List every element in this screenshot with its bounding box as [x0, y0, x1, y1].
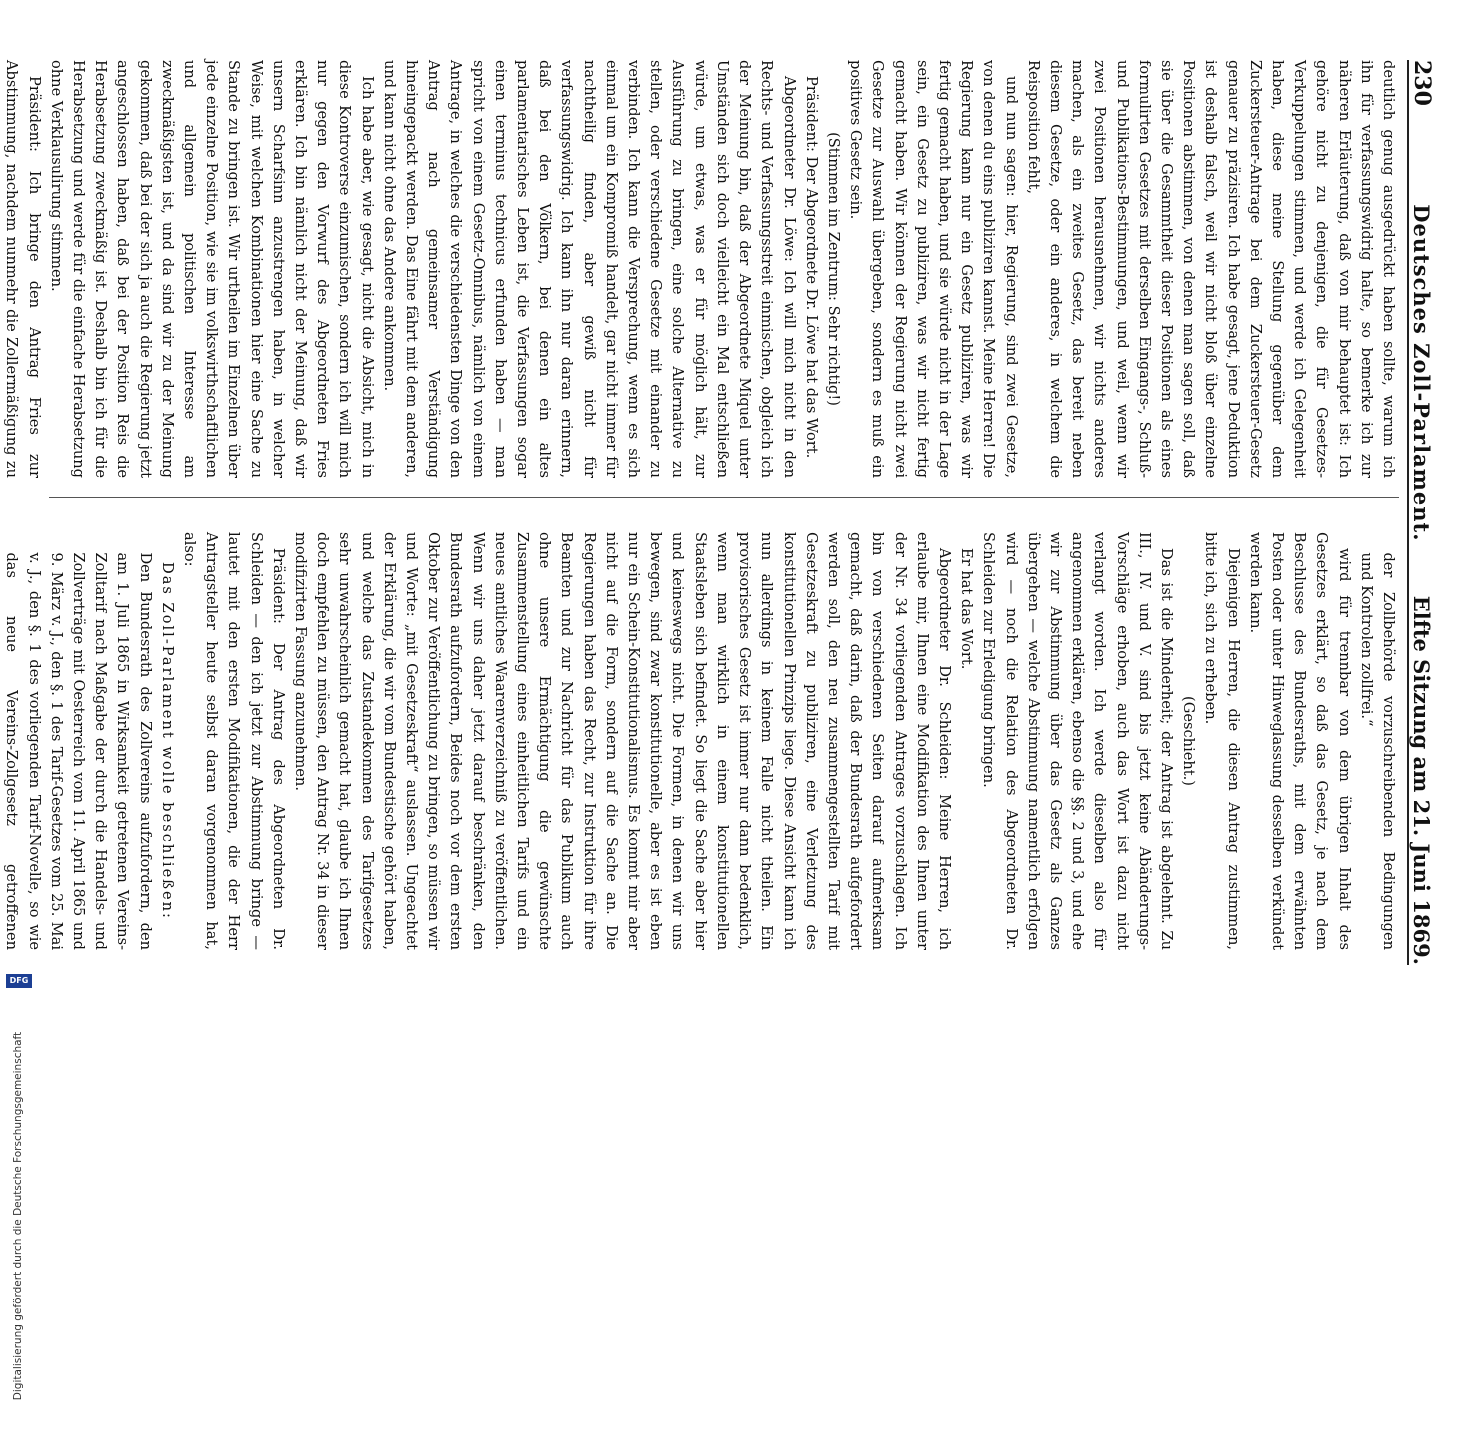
- page-header: [1407, 60, 1445, 965]
- quoted-motion: Den Bundesrath des Zollvereins aufzufordern, den am 1. Juli 1865 in Wirksamkeit getretenen Vereins-Zolltarif nach Maßgabe der durch die Handels- und Zollverträge mit Oesterreich vom 11. April 1865 und 9. März v. J., den §. 1 des Tarif-Gesetzes vom 25. Mai v. J., den §. 1 des vorliegenden Tarif-Novelle, so wie das neue Vereins-Zollgesetz getroffenen: [3, 552, 154, 950]
- credit-text: Digitalisierung gefördert durch die Deutsche Forschungsgemeinschaft: [12, 1031, 24, 1401]
- motion-heading: Das Zoll-Parlament wolle beschließen:: [158, 562, 176, 920]
- paragraph: Ich habe aber, wie gesagt, nicht die Absicht, mich in diese Kontroverse einzumischen, sondern ich will mich nur gegen den Vorwurf des Abgeordneten Fries erklären. Ich bin nämlich nicht der Meinung, daß wir unsern Scharfsinn anzustrengen haben, in welcher Weise, mit welchen Kombinationen hier eine Sache zu Stande zu bringen ist. Wir urtheilen im Einzelnen über jede einzelne Position, wie sie im volkswirthschaftlichen und allgemein politischen Interesse am zweckmäßigsten ist, und da sind wir zu der Meinung gekommen, daß bei der sich ja auch die Regierung jetzt angeschlossen haben, daß bei der Position Reis die Herabsetzung zweckmäßig ist. Deshalb bin ich für die Herabsetzung und werde für die einfache Herabsetzung ohne Verklausulirung stimmen.: [47, 60, 376, 478]
- paragraph: und nun sagen: hier, Regierung, sind zwei Gesetze, von denen du eins publiziren kannst. Meine Herren! Die Regierung kann nur ein Gesetz publiziren, was wir fertig gemacht haben, und sie würde nicht in der Lage sein, ein Gesetz zu publiziren, was wir nicht fertig gemacht haben. Wir können der Regierung nicht zwei Gesetze zur Auswahl übergeben, sondern es muß ein positives Gesetz sein.: [847, 60, 1020, 478]
- session-title: Elfte Sitzung am 21. Juni 1869.: [1409, 595, 1434, 965]
- text-column-right: [3, 532, 1399, 950]
- page-number: 230: [1409, 60, 1435, 106]
- speaker-paragraph: Abgeordneter Dr. Schleiden: Meine Herren, ich erlaube mir, Ihnen eine Modifikation des Ihnen unter der Nr. 34 vorliegenden Antrages vorzuschlagen. Ich bin von verschiedenen Seiten darauf aufmerksam gemacht, daß darin, daß der Bundesrath aufgefordert werden soll, den neu zusammengestellten Tarif mit Gesetzeskraft zu publiziren, eine Verletzung des konstitutionellen Prinzips liege. Diese Ansicht kann ich nun allerdings in keinem Falle nicht theilen. Ein provisorisches Gesetz ist immer nur dann bedenklich, wenn man wirklich in einem konstitutionellen Staatsleben sich befindet. So liegt die Sache aber hier und keineswegs nicht. Die Formen, in denen wir uns bewegen, sind zwar konstitutionelle, aber es ist eben nur ein Schein-Konstitutionalismus. Es kommt mir aber nicht auf die Form, sondern auf die Sache an. Die Regierungen haben das Recht, zur Instruktion für ihre Beamten und zur Nachricht für das Publikum auch ohne unsere Ermächtigung die gewünschte Zusammenstellung eines einheitlichen Tarifs und ein neues amtliches Waarenverzeichniß zu veröffentlichen. Wenn wir uns daher jetzt darauf beschränken, den Bundesrath aufzufordern, Beides noch vor dem ersten Oktober zur Veröffentlichung zu bringen, so müssen wir und Worte: „mit Gesetzeskraft“ auslassen. Ungeachtet der Erklärung, die wir vom Bundestische gehört haben, und welche das Zustandekommen des Tarifgesetzes sehr unwahrscheinlich gemacht hat, glaube ich Ihnen doch empfehlen zu müssen, den Antrag Nr. 34 in dieser modifizirten Fassung anzunehmen.: [292, 532, 953, 950]
- paragraph: Das ist die Minderheit; der Antrag ist abgelehnt. Zu III., IV. und V. sind bis jetzt keine Abänderungs-Vorschläge erhoben, auch das Wort ist dazu nicht verlangt worden. Ich werde dieselben also für angenommen erklären, ebenso die §§. 2 und 3, und ehe wir zur Abstimmung über das Gesetz als Ganzes übergehen — welche Abstimmung namentlich erfolgen wird — noch die Relation des Abgeordneten Dr. Schleiden zur Erledigung bringen.: [980, 532, 1175, 950]
- digitization-credit: [8, 1010, 30, 1450]
- paragraph: Er hat das Wort.: [958, 548, 976, 670]
- column-divider: [49, 497, 1399, 498]
- dfg-logo: DFG: [6, 974, 32, 988]
- speaker-paragraph: Präsident: Ich bringe den Antrag Fries zur Abstimmung, nachdem nunmehr die Zollermäßigung zu: [3, 60, 43, 478]
- paragraph: Diejenigen Herren, die diesen Antrag zustimmen, bitte ich, sich zu erheben.: [1202, 532, 1242, 950]
- speaker-paragraph: Präsident: Der Abgeordnete Dr. Löwe hat das Wort.: [802, 76, 820, 459]
- speaker-paragraph: Präsident: Der Antrag des Abgeordneten Dr. Schleiden — den ich jetzt zur Abstimmung bringe — lautet mit den ersten Modifikationen, die der Herr Antragsteller heute selbst daran vorgenommen hat, also:: [181, 532, 287, 950]
- quoted-motion: der Zollbehörde vorzuschreibenden Bedingungen und Kontrolen zollfrei.“: [1357, 552, 1397, 950]
- paragraph: wird für trennbar von dem übrigen Inhalt des Gesetzes erklärt, so daß das Gesetz, je nach dem Beschlusse des Bundesraths, mit dem erwähnten Posten oder unter Hinweglassung desselben verkündet werden kann.: [1246, 532, 1353, 950]
- text-column-left: [3, 60, 1399, 478]
- paragraph: deutlich genug ausgedrückt haben sollte, warum ich ihn für verfassungswidrig halte, so bemerke ich zur näheren Erläuterung, daß von mir behauptet ist: Ich gehöre nicht zu denjenigen, die für Gesetzes-Verkuppelungen stimmen, und werde ich Gelegenheit haben, diese meine Stellung gegenüber dem Zuckersteuer-Antrage bei dem Zuckersteuer-Gesetz genauer zu präzisiren. Ich habe gesagt, jene Deduktion ist deshalb falsch, weil wir nicht bloß über einzelne Positionen abstimmen, von denen man sagen soll, daß sie über die Gesammtheit dieser Positionen als eines formulirten Gesetzes mit derselben Eingangs-, Schluß- und Publikations-Bestimmungen, und weil, wenn wir zwei Positionen herausnehmen, wir nichts anderes machen, als ein zweites Gesetz, das bereit neben diesem Gesetze, oder ein anderes, in welchem die Reisposition fehlt,: [1024, 60, 1397, 478]
- interjection: (Geschieht.): [1180, 696, 1198, 786]
- page-title: Deutsches Zoll-Parlament.: [1409, 204, 1434, 542]
- speaker-paragraph: Abgeordneter Dr. Löwe: Ich will mich nicht in den Rechts- und Verfassungsstreit einmischen, obgleich ich der Meinung bin, daß der Abgeordnete Miquel unter Umständen sich doch vielleicht ein Mal entschließen würde, um etwas, was er für möglich hält, zur Ausführung zu bringen, eine solche Alternative zu stellen, oder verschiedene Gesetze mit einander zu verbinden. Ich kann die Versprechung, wenn es sich einmal um ein Kompromiß handelt, gar nicht immer für nachtheilig finden, aber gewiß nicht für verfassungswidrig. Ich kann ihn nur daran erinnern, daß bei den Völkern, bei denen ein altes parlamentarisches Leben ist, die Verfassungen sogar einen terminus technicus erfunden haben — man spricht von einem Gesetz-Omnibus, nämlich von einem Antrage, in welches die verschiedensten Dinge von den Antrag nach gemeinsamer Verständigung hineingepackt werden. Das Eine fährt mit dem anderen, und kann nicht ohne das Andere ankommen.: [380, 60, 798, 478]
- interjection: (Stimmen im Zentrum: Sehr richtig!): [824, 132, 842, 406]
